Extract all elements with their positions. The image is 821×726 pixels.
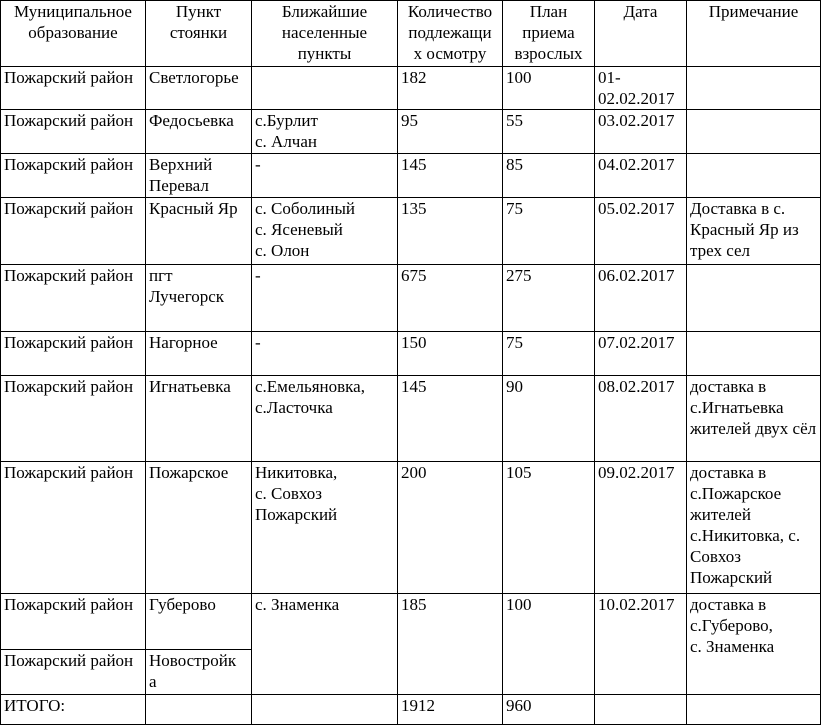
cell-plan: 100 <box>503 594 595 695</box>
cell-note: Доставка в с. Красный Яр из трех сел <box>687 198 821 265</box>
cell-date: 09.02.2017 <box>595 462 687 594</box>
cell-stop: Новостройк а <box>146 650 252 695</box>
total-label: ИТОГО: <box>1 695 146 725</box>
cell-note <box>687 110 821 154</box>
cell-plan: 85 <box>503 154 595 198</box>
cell-plan: 105 <box>503 462 595 594</box>
cell-count: 145 <box>398 376 503 462</box>
cell-date: 01- 02.02.2017 <box>595 67 687 110</box>
cell-note <box>687 265 821 332</box>
cell-municipality: Пожарский район <box>1 594 146 650</box>
table-row <box>1 265 821 332</box>
cell-note <box>687 154 821 198</box>
header-date: Дата <box>595 1 687 67</box>
cell-date: 07.02.2017 <box>595 332 687 376</box>
cell-plan: 275 <box>503 265 595 332</box>
cell-plan: 75 <box>503 332 595 376</box>
cell-plan: 100 <box>503 67 595 110</box>
cell-settlements: с. Знаменка <box>252 594 398 695</box>
cell-stop: Губерово <box>146 594 252 650</box>
total-count: 1912 <box>398 695 503 725</box>
cell-stop: Красный Яр <box>146 198 252 265</box>
header-count: Количество подлежащи х осмотру <box>398 1 503 67</box>
cell-settlements: с.Бурлит с. Алчан <box>252 110 398 154</box>
header-plan: План приема взрослых <box>503 1 595 67</box>
cell-municipality: Пожарский район <box>1 154 146 198</box>
total-empty-cell <box>146 695 252 725</box>
cell-stop: Нагорное <box>146 332 252 376</box>
total-empty-cell <box>595 695 687 725</box>
cell-municipality: Пожарский район <box>1 462 146 594</box>
cell-municipality: Пожарский район <box>1 198 146 265</box>
cell-stop: Светлогорье <box>146 67 252 110</box>
table-row <box>1 110 821 154</box>
cell-count: 95 <box>398 110 503 154</box>
cell-note: доставка в с.Игнатьевка жителей двух сёл <box>687 376 821 462</box>
cell-date: 08.02.2017 <box>595 376 687 462</box>
total-row <box>1 695 821 725</box>
cell-plan: 55 <box>503 110 595 154</box>
table-row <box>1 198 821 265</box>
cell-count: 185 <box>398 594 503 695</box>
cell-settlements: - <box>252 265 398 332</box>
cell-plan: 75 <box>503 198 595 265</box>
cell-date: 05.02.2017 <box>595 198 687 265</box>
cell-settlements <box>252 67 398 110</box>
total-empty-cell <box>252 695 398 725</box>
cell-settlements: - <box>252 332 398 376</box>
table-row <box>1 376 821 462</box>
cell-count: 145 <box>398 154 503 198</box>
cell-date: 06.02.2017 <box>595 265 687 332</box>
cell-count: 182 <box>398 67 503 110</box>
cell-stop: Верхний Перевал <box>146 154 252 198</box>
cell-date: 10.02.2017 <box>595 594 687 695</box>
cell-plan: 90 <box>503 376 595 462</box>
cell-municipality: Пожарский район <box>1 265 146 332</box>
header-settlements: Ближайшие населенные пункты <box>252 1 398 67</box>
table-row <box>1 462 821 594</box>
cell-date: 03.02.2017 <box>595 110 687 154</box>
cell-stop: пгт Лучегорск <box>146 265 252 332</box>
total-plan: 960 <box>503 695 595 725</box>
cell-count: 135 <box>398 198 503 265</box>
cell-settlements: с.Емельяновка, с.Ласточка <box>252 376 398 462</box>
cell-municipality: Пожарский район <box>1 110 146 154</box>
cell-municipality: Пожарский район <box>1 67 146 110</box>
cell-settlements: Никитовка, с. Совхоз Пожарский <box>252 462 398 594</box>
cell-note <box>687 332 821 376</box>
cell-count: 200 <box>398 462 503 594</box>
cell-municipality: Пожарский район <box>1 376 146 462</box>
header-stop: Пункт стоянки <box>146 1 252 67</box>
total-empty-cell <box>687 695 821 725</box>
table-row <box>1 594 821 650</box>
header-note: Примечание <box>687 1 821 67</box>
cell-note <box>687 67 821 110</box>
cell-stop: Игнатьевка <box>146 376 252 462</box>
table-row <box>1 332 821 376</box>
cell-settlements: - <box>252 154 398 198</box>
table-row <box>1 67 821 110</box>
cell-municipality: Пожарский район <box>1 332 146 376</box>
cell-count: 150 <box>398 332 503 376</box>
header-municipality: Муниципальное образование <box>1 1 146 67</box>
cell-count: 675 <box>398 265 503 332</box>
cell-stop: Пожарское <box>146 462 252 594</box>
cell-settlements: с. Соболиный с. Ясеневый с. Олон <box>252 198 398 265</box>
cell-note: доставка в с.Пожарское жителей с.Никитовка, с. Совхоз Пожарский <box>687 462 821 594</box>
table-row <box>1 154 821 198</box>
cell-date: 04.02.2017 <box>595 154 687 198</box>
cell-note: доставка в с.Губерово, с. Знаменка <box>687 594 821 695</box>
cell-municipality: Пожарский район <box>1 650 146 695</box>
header-row <box>1 1 821 67</box>
cell-stop: Федосьевка <box>146 110 252 154</box>
